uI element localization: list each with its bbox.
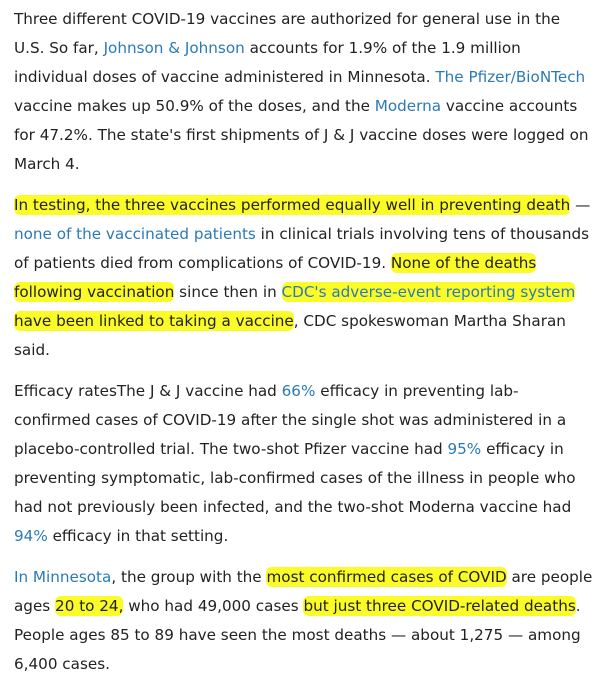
text: efficacy in preventing lab-confirmed cases of COVID-19 after the single shot was administered in a placebo-controlled trial. The two-shot Pfizer vaccine had	[14, 382, 567, 458]
paragraph-efficacy	[14, 377, 594, 551]
text: who had 49,000 cases	[123, 597, 304, 615]
link-in-minnesota[interactable]: In Minnesota	[14, 568, 112, 586]
text: vaccine accounts for 47.2%. The state's first shipments of J & J vaccine doses were logged on March 4.	[14, 97, 589, 173]
highlighted-text: but just three COVID-related deaths	[303, 597, 576, 615]
link-95-percent[interactable]: 95%	[447, 440, 482, 458]
text: since then in	[174, 283, 282, 301]
link-vaccinated-patients[interactable]: none of the vaccinated patients	[14, 225, 256, 243]
link-pfizer-biontech[interactable]: The Pfizer/BioNTech	[435, 68, 586, 86]
text: vaccine makes up 50.9% of the doses, and the	[14, 97, 375, 115]
highlighted-text: In testing, the three vaccines performed equally well in preventing death	[14, 196, 571, 214]
article-body	[14, 5, 594, 691]
text: Efficacy ratesThe J & J vaccine had	[14, 382, 282, 400]
paragraph-testing	[14, 191, 594, 365]
paragraph-minnesota	[14, 563, 594, 679]
text: —	[570, 196, 591, 214]
text: efficacy in that setting.	[47, 527, 229, 545]
text: efficacy in preventing symptomatic, lab-confirmed cases of the illness in people who had not previously been infected, and the two-shot Moderna vaccine had	[14, 440, 576, 516]
text: are people ages	[14, 568, 593, 615]
link-cdc-reporting-system[interactable]: CDC's adverse-event reporting system	[281, 283, 576, 301]
link-moderna[interactable]: Moderna	[374, 97, 442, 115]
link-66-percent[interactable]: 66%	[281, 382, 316, 400]
text: . People ages 85 to 89 have seen the most deaths — about 1,275 — among 6,400 cases.	[14, 597, 581, 673]
paragraph-vaccine-share	[14, 5, 594, 179]
highlighted-text: None of the deaths following vaccination	[14, 254, 537, 301]
highlighted-text: 20 to 24,	[55, 597, 124, 615]
text: in clinical trials involving tens of thousands of patients died from complications of COVID-19.	[14, 225, 590, 272]
text: , the group with the	[111, 568, 267, 586]
link-johnson-and-johnson[interactable]: Johnson & Johnson	[103, 39, 245, 57]
highlighted-text: most confirmed cases of COVID	[266, 568, 507, 586]
text: accounts for 1.9% of the 1.9 million individual doses of vaccine administered in Minnesota.	[14, 39, 521, 86]
text: Three different COVID-19 vaccines are authorized for general use in the U.S. So far,	[14, 10, 561, 57]
text: , CDC spokeswoman Martha Sharan said.	[14, 312, 566, 359]
link-94-percent[interactable]: 94%	[14, 527, 48, 545]
highlighted-text: have been linked to taking a vaccine	[14, 312, 294, 330]
